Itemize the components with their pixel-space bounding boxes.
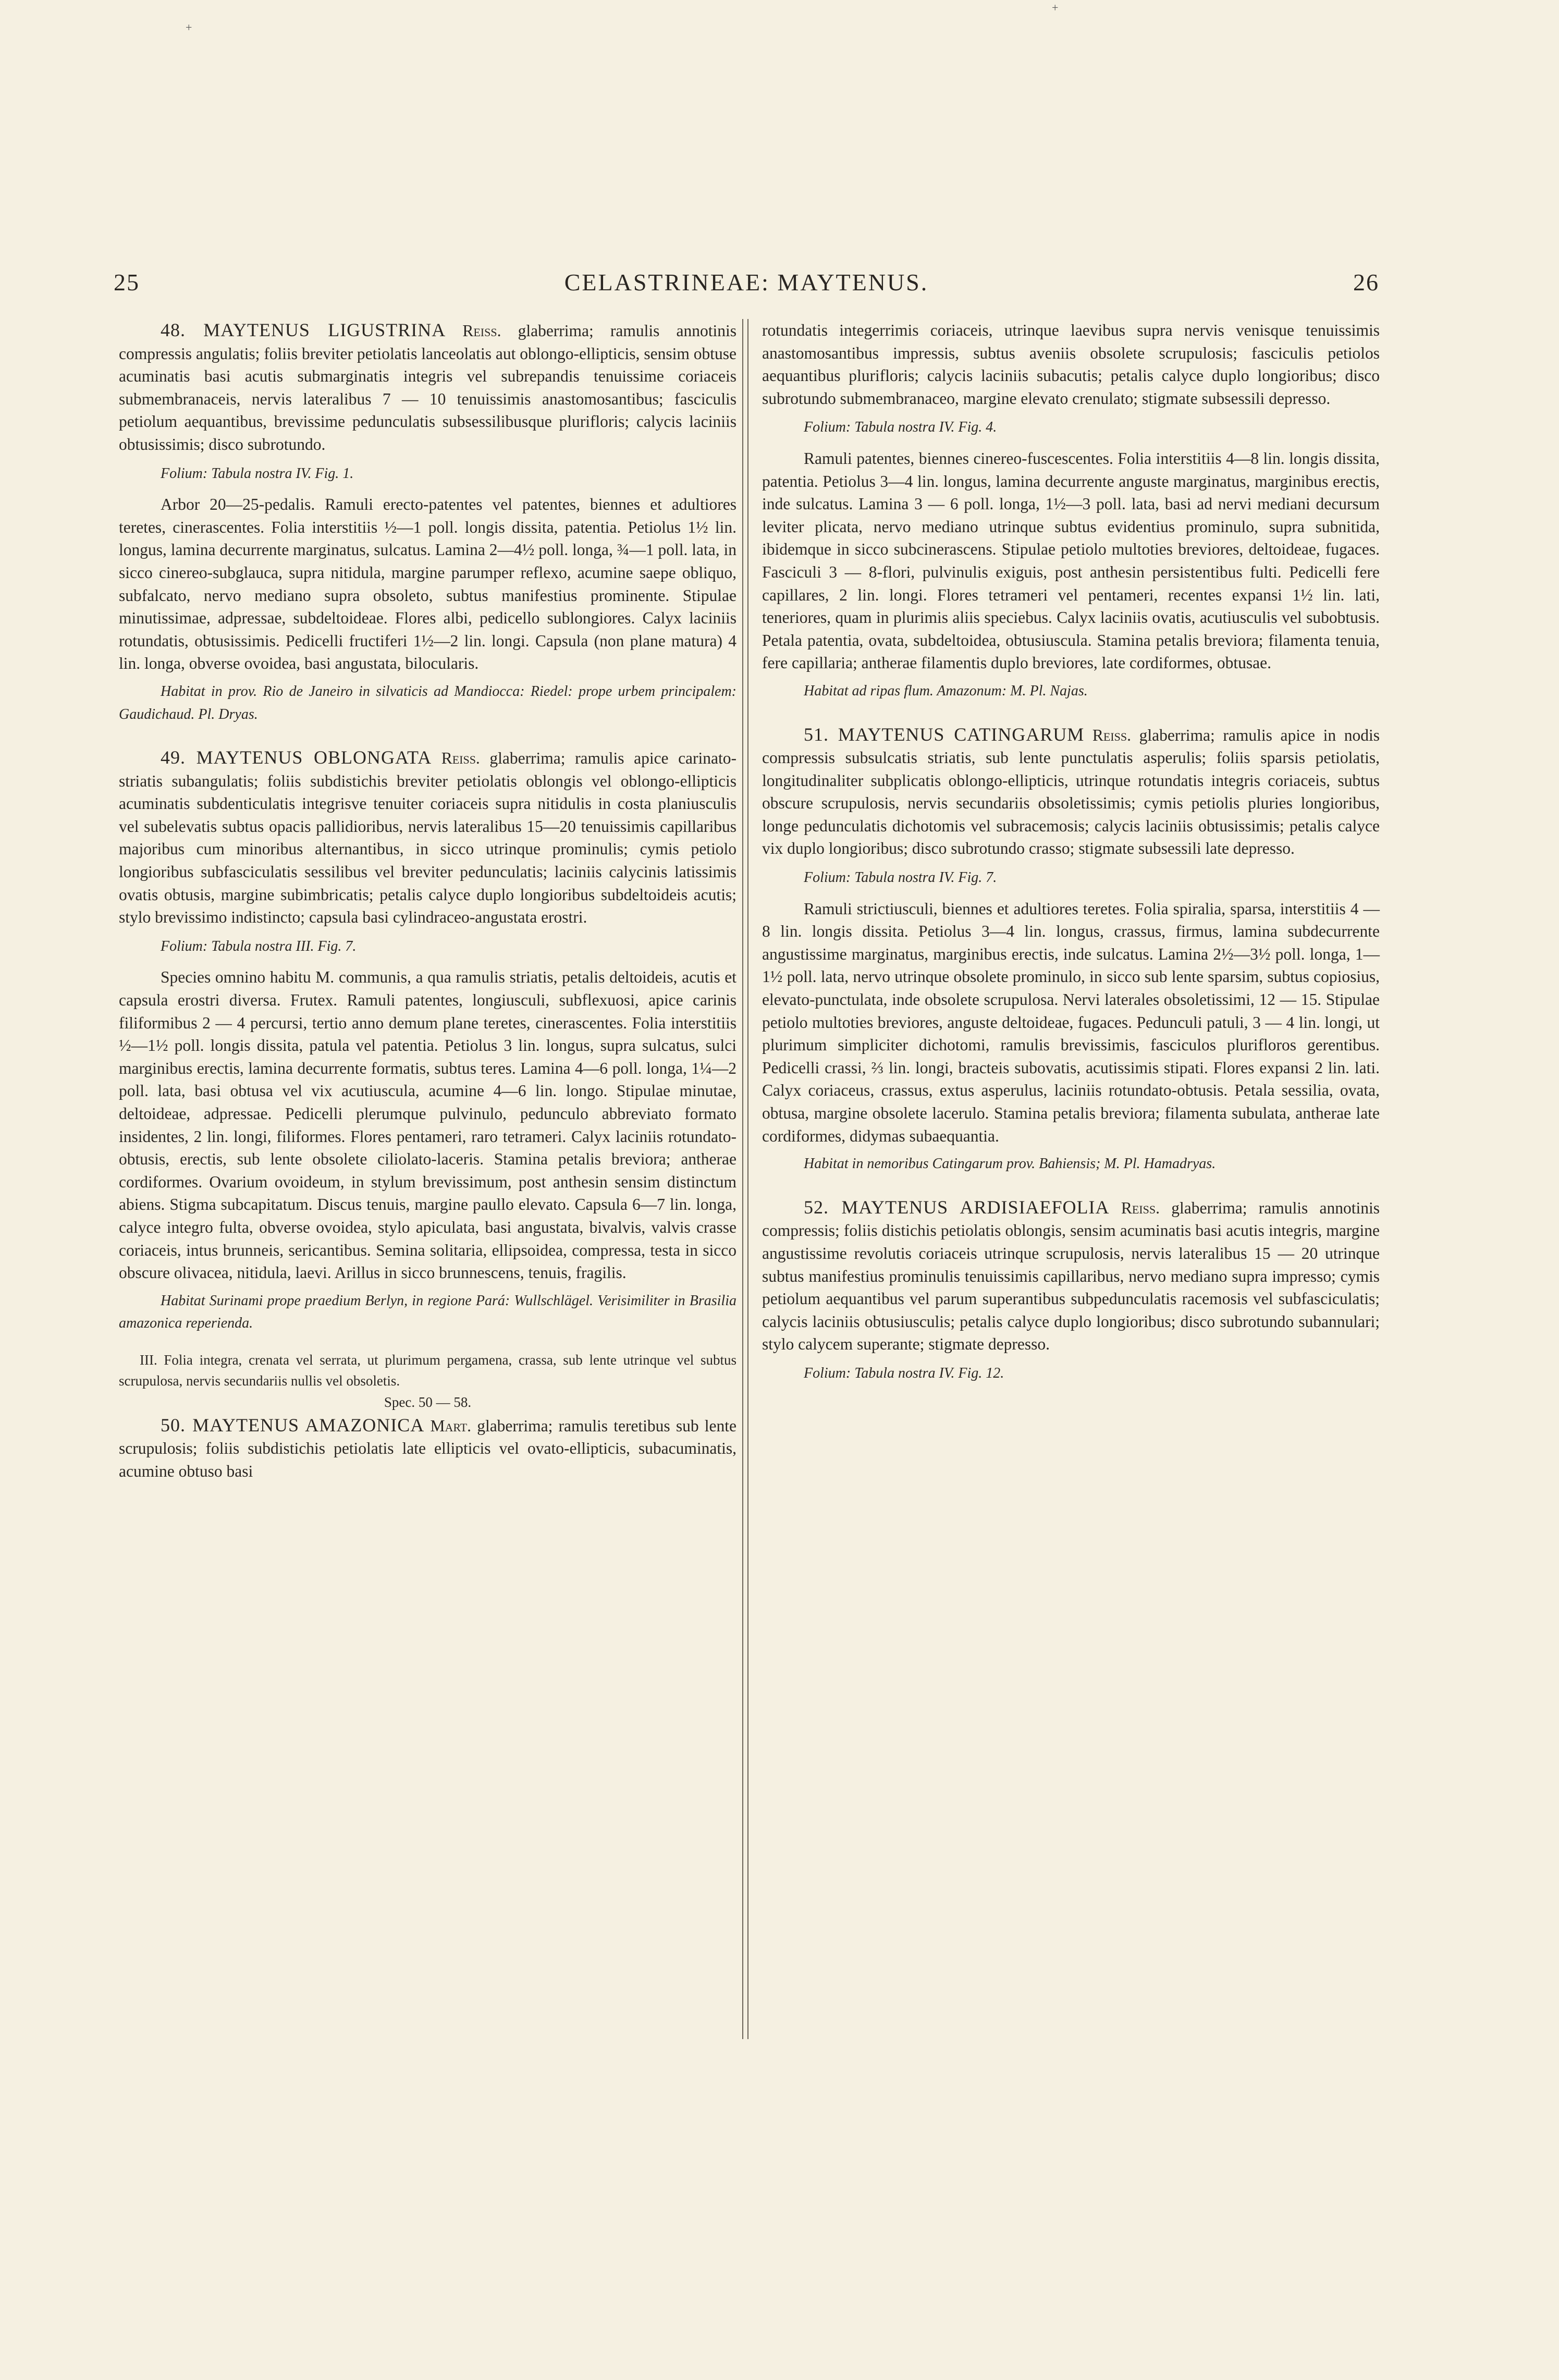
page-number-left: 25 (114, 269, 140, 296)
species-title: 49. MAYTENUS OBLONGATA (161, 747, 432, 768)
species-diagnosis-continued: rotundatis integerrimis coriaceis, utrinque laevibus supra nervis venisque tenuissimis anastomosantibus impressis, subtus aveniis obsolete scrupulosis; fasciculis petiolos aequantibus plurifloris; calycis laciniis subacutis; petalis calyce duplo longioribus; disco subrotundo submembranaceo, margine elevato crenulato; stigmate subsessili depresso. (762, 321, 1380, 408)
corner-mark: + (186, 21, 192, 34)
page-number-right: 26 (1353, 269, 1379, 296)
figure-reference: Folium: Tabula nostra III. Fig. 7. (161, 938, 357, 954)
species-entry-51 (762, 723, 1380, 861)
figure-reference: Folium: Tabula nostra IV. Fig. 1. (161, 465, 354, 482)
species-diagnosis: glaberrima; ramulis annotinis compressis; foliis distichis petiolatis oblongis, sensim acuminatis basi acutis integris, margine angustissime revolutis coriaceis utrinque scrupulosis, nervis lateralibus 15 — 20 utrinque subtus manifestius prominulis tenuissimis capillaribus, nervo mediano supra impresso; cymis petiolum aequantibus vel parum superantibus subpedunculatis racemosis vel subfasciculatis; calycis laciniis obtusiusculis; petalis calyce duplo longioribus; disco subrotundo subannulari; stylo calycem superante; stigmate depresso. (762, 1198, 1380, 1354)
species-author: Mart. (430, 1416, 472, 1435)
left-column (119, 319, 736, 1482)
species-title: 50. MAYTENUS AMAZONICA (161, 1414, 425, 1436)
section-heading: III. Folia integra, crenata vel serrata, ut plurimum pergamena, crassa, sub lente utrinque vel subtus scrupulosa, nervis secundariis nullis vel obsoletis. (119, 1352, 736, 1389)
habitat-note: Habitat in prov. Rio de Janeiro in silvaticis ad Mandiocca: Riedel: prope urbem principalem: Gaudichaud. Pl. Dryas. (119, 683, 736, 722)
species-author: Reiss. (441, 749, 480, 768)
species-description: Species omnino habitu M. communis, a qua ramulis striatis, petalis deltoideis, acutis et capsula erostri diversa. Frutex. Ramuli patentes, longiusculi, subflexuosi, apice carinis filiformibus 2 — 4 percursi, tertio anno demum plane teretes, cinerascentes. Folia interstitiis ½—1½ poll. longis dissita, patula vel patentia. Petiolus 3 lin. longus, supra sulcatus, sulci marginibus erectis, lamina decurrente formatis, subtus teres. Lamina 4—6 poll. longa, 1¼—2 poll. lata, basi obtusa vel vix acutiuscula, acumine 4—6 lin. longo. Stipulae minutae, deltoideae, adpressae. Pedicelli plerumque pulvinulo, pedunculo abbreviato formato insidentes, 2 lin. longi, filiformes. Flores pentameri, raro tetrameri. Calyx laciniis rotundato-obtusis, erectis, sub lente obsolete ciliolato-laceris. Stamina petalis breviora; antherae cordiformes. Ovarium ovoideum, in stylum brevissimum, post anthesin sensim distinctum abiens. Stigma subcapitatum. Discus tenuis, margine paullo elevato. Capsula 6—7 lin. longa, calyce integro fulta, obverse ovoidea, stylo apiculata, basi angustata, bivalvis, valvis crasse coriaceis, intus brunneis, sericantibus. Semina solitaria, ellipsoidea, compressa, testa in sicco obscure olivacea, nitidula, laevi. Arillus in sicco brunnescens, tenuis, fragilis. (119, 968, 736, 1282)
species-entry-49 (119, 746, 736, 929)
species-range: Spec. 50 — 58. (384, 1394, 472, 1410)
habitat-note: Habitat Surinami prope praedium Berlyn, in regione Pará: Wullschlägel. Verisimiliter in Brasilia amazonica reperienda. (119, 1292, 736, 1332)
species-entry-48 (119, 319, 736, 456)
column-divider (742, 319, 748, 2039)
figure-reference: Folium: Tabula nostra IV. Fig. 7. (804, 869, 997, 886)
page-header (114, 268, 1379, 300)
right-column (762, 319, 1380, 1393)
running-title: CELASTRINEAE: MAYTENUS. (564, 269, 929, 296)
figure-reference: Folium: Tabula nostra IV. Fig. 12. (804, 1365, 1004, 1381)
species-title: 52. MAYTENUS ARDISIAEFOLIA (804, 1196, 1110, 1218)
species-diagnosis: glaberrima; ramulis apice carinato-striatis subangulatis; foliis subdistichis breviter petiolatis oblongis vel oblongo-ellipticis acuminatis subdenticulatis integrisve tenuiter coriaceis supra nitidulis in costa planiusculis vel subelevatis subtus opacis pallidioribus, nervis lateralibus 15—20 tenuissimis capillaribus majoribus cum minoribus alternantibus, in sicco utrinque prominulis; cymis petiolo longioribus subfasciculatis sessilibus vel breviter pedunculatis; laciniis calycinis latissimis ovatis obtusis, margine subimbricatis; petalis calyce duplo longioribus subdeltoideis acutis; stylo brevissimo indistincto; capsula basi cylindraceo-angustata erostri. (119, 749, 737, 927)
species-diagnosis: glaberrima; ramulis annotinis compressis angulatis; foliis breviter petiolatis lanceolatis aut oblongo-ellipticis, sensim obtuse acuminatis basi acutis submarginatis integris vel subrepandis tenuissime coriaceis submembranaceis, nervis lateralibus 7 — 10 tenuissimis anastomosantibus; fasciculis petiolum aequantibus, brevissime pedunculatis subsessilibusque plurifloris; calycis laciniis obtusissimis; disco subrotundo. (119, 322, 736, 453)
species-title: 51. MAYTENUS CATINGARUM (804, 723, 1085, 745)
species-author: Reiss. (462, 322, 501, 340)
species-author: Reiss. (1092, 726, 1131, 744)
species-diagnosis: glaberrima; ramulis teretibus sub lente scrupulosis; foliis subdistichis petiolatis late ellipticis vel ovato-ellipticis, subacuminatis, acumine obtuso basi (119, 1416, 736, 1480)
corner-mark: + (1052, 1, 1059, 14)
species-entry-52 (762, 1196, 1380, 1356)
figure-reference: Folium: Tabula nostra IV. Fig. 4. (804, 419, 997, 436)
habitat-note: Habitat in nemoribus Catingarum prov. Bahiensis; M. Pl. Hamadryas. (804, 1156, 1216, 1172)
species-description: Ramuli patentes, biennes cinereo-fuscescentes. Folia interstitiis 4—8 lin. longis dissita, patentia. Petiolus 3—4 lin. longus, lamina decurrente anguste marginatus, marginibus erectis, inde sulcatus. Lamina 3 — 6 poll. longa, 1½—3 poll. lata, basi ad nervi mediani decursum leviter plicata, nervo mediano utrinque subtus evidentius prominulo, supra subnitida, ibidemque in sicco subcinerascens. Stipulae petiolo multoties breviores, deltoideae, fugaces. Fasciculi 3 — 8-flori, pulvinulis exiguis, post anthesin persistentibus fulti. Pedicelli fere capillares, 2 lin. longi. Flores tetrameri vel pentameri, recentes expansi 1½ lin. lati, teneriores, quam in plurimis aliis speciebus. Calyx laciniis ovatis, acutiusculis vel subobtusis. Petala patentia, ovata, subdeltoidea, obtusiuscula. Stamina petalis breviora; filamenta tenuia, fere capillaria; antherae filamentis duplo breviores, late cordiformes, obtusae. (762, 449, 1380, 672)
species-author: Reiss. (1121, 1198, 1160, 1217)
species-diagnosis: glaberrima; ramulis apice in nodis compressis subsulcatis striatis, sub lente punctulatis asperulis; foliis sparsis petiolatis, longitudinaliter subplicatis oblongo-ellipticis, utrinque rotundatis integris coriaceis, subtus obscure scrupulosis, nervis secundariis obsoletissimis; cymis petiolis pluries longioribus, longe pedunculatis dichotomis vel subracemosis; calycis laciniis obtusissimis; petalis calyce vix duplo longioribus; disco subrotundo crasso; stigmate subsessili late depresso. (762, 726, 1380, 858)
species-title: 48. MAYTENUS LIGUSTRINA (161, 320, 446, 340)
species-description: Arbor 20—25-pedalis. Ramuli erecto-patentes vel patentes, biennes et adultiores teretes, cinerascentes. Folia interstitiis ½—1 poll. longis dissita, patentia. Petiolus 1½ lin. longus, lamina decurrente marginatus, sulcatus. Lamina 2—4½ poll. longa, ¾—1 poll. lata, in sicco cinereo-subglauca, supra nitidula, margine parumper reflexo, acumine saepe obliquo, subfalcato, nervo mediano supra obsoleto, subtus manifestius prominente. Stipulae minutissimae, adpressae, subdeltoideae. Flores albi, pedicello sublongiores. Calyx laciniis rotundatis, obtusissimis. Pedicelli fructiferi 1½—2 lin. longi. Capsula (non plane matura) 4 lin. longa, obverse ovoidea, basi angustata, bilocularis. (119, 495, 736, 673)
habitat-note: Habitat ad ripas flum. Amazonum: M. Pl. Najas. (804, 682, 1088, 699)
species-entry-50 (119, 1414, 736, 1483)
species-description: Ramuli strictiusculi, biennes et adultiores teretes. Folia spiralia, sparsa, interstitiis 4 — 8 lin. longis dissita. Petiolus 3—4 lin. longus, crassus, firmus, lamina subdecurrente angustissime marginatus, marginibus erectis, inde sulcatus. Lamina 2½—3½ poll. longa, 1—1½ poll. lata, nervo utrinque obsolete prominulo, in sicco sub lente sparsim, subtus copiosius, elevato-punctulata, inde obsolete scrupulosa. Nervi laterales obsoletissimi, 12 — 15. Stipulae petiolo multoties breviores, anguste deltoideae, fugaces. Pedunculi patuli, 3 — 4 lin. longi, ut plurimum simpliciter dichotomi, ramulis brevissimis, fasciculos plurifloros gerentibus. Pedicelli crassi, ⅔ lin. longi, bracteis subovatis, acutissimis stipati. Flores expansi 2 lin. lati. Calyx coriaceus, crassus, extus asperulus, laciniis rotundato-obtusis. Petala sessilia, ovata, obtusa, margine obsolete lacerulo. Stamina petalis breviora; filamenta subulata, antherae late cordiformes, didymas subaequantia. (762, 899, 1380, 1145)
